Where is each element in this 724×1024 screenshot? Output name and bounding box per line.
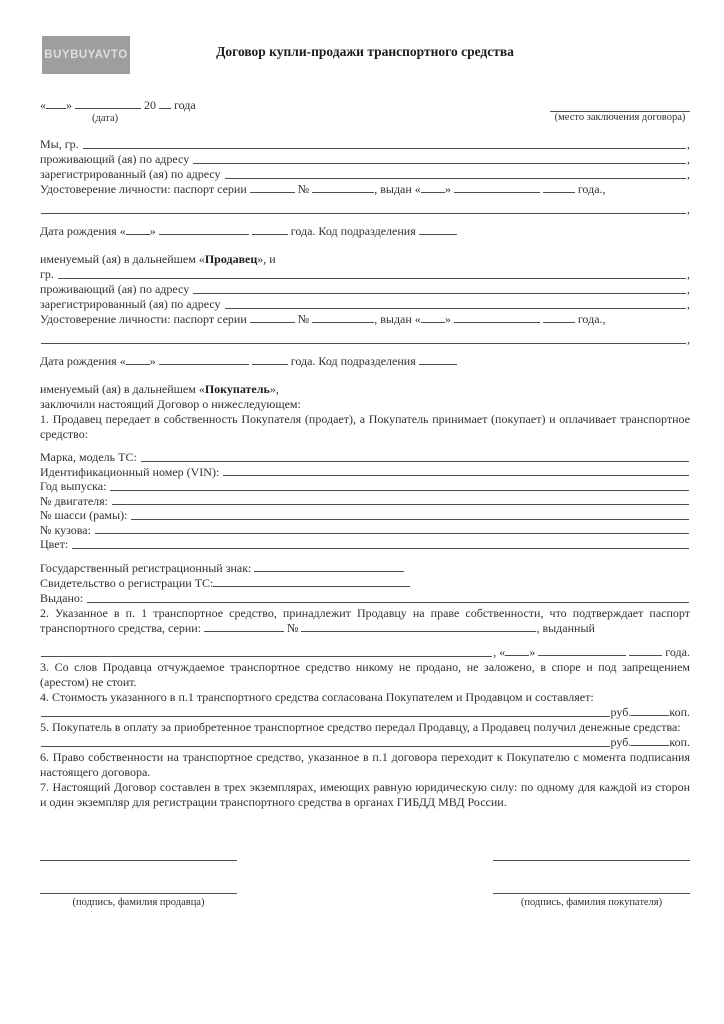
field-row-reg-cert: Свидетельство о регистрации ТС: <box>40 576 690 591</box>
blank-color <box>72 548 689 549</box>
clause-5: 5. Покупатель в оплату за приобретенное транспортное средство передал Продавцу, а Продавец получил денежные средства: <box>40 719 681 734</box>
buyer-issuer-row: , <box>40 332 690 347</box>
blank-passport-series <box>250 182 295 193</box>
buyer-intro-label: гр. <box>40 267 54 281</box>
seller-named-row: именуемый (ая) в дальнейшем «Продавец», и <box>40 252 276 266</box>
date-place-row <box>40 98 690 125</box>
clause-7: 7. Настоящий Договор составлен в трех экземплярах, имеющих равную юридическую силу: по одному для каждой из сторон и один экземпляр для регистрации транспортного средства в органах ГИБДД МВД России. <box>40 779 690 809</box>
field-row-body-number: № кузова: <box>40 523 690 538</box>
blank-buyer-reg-address <box>225 308 686 309</box>
seller-signature-line-1 <box>40 832 237 861</box>
field-row-vin: Идентификационный номер (VIN): <box>40 465 690 480</box>
blank-paid-amount <box>41 746 610 747</box>
blank-chassis-number <box>131 519 689 520</box>
clause-4-amount-row: руб. коп. <box>40 705 690 720</box>
comma: , <box>687 137 690 151</box>
seller-signature-block <box>40 832 237 910</box>
buyer-residing-row: проживающий (ая) по адресу , <box>40 282 690 296</box>
blank-kopecks <box>631 705 669 716</box>
field-row-chassis-number: № шасси (рамы): <box>40 508 690 523</box>
blank-reg-cert <box>213 576 410 587</box>
place-block <box>550 98 690 124</box>
date-line: « » 20 года <box>40 98 196 112</box>
blank-passport-number <box>312 312 374 323</box>
blank-issued-by <box>87 602 689 603</box>
blank-reg-plate <box>254 561 404 572</box>
place-caption: (место заключения договора) <box>554 112 686 123</box>
field-row-year: Год выпуска: <box>40 479 690 494</box>
blank-passport-number <box>312 182 374 193</box>
blank-pts-issue-month <box>538 645 626 656</box>
document-title: Договор купли-продажи транспортного средства <box>216 44 514 59</box>
seller-registered-row: зарегистрированный (ая) по адресу , <box>40 167 690 181</box>
blank-pts-issue-year <box>629 645 662 656</box>
blank-date-day <box>46 98 66 109</box>
buyer-signature-caption: (подпись, фамилия покупателя) <box>520 896 663 908</box>
blank-date-month <box>75 98 141 109</box>
blank-date-year <box>159 98 171 109</box>
blank-pts-series <box>204 621 284 632</box>
blank-seller-name <box>83 148 686 149</box>
buyer-named-row: именуемый (ая) в дальнейшем «Покупатель», <box>40 382 279 396</box>
seller-name-row <box>40 137 690 152</box>
blank-issue-day <box>421 182 445 193</box>
vehicle-fields <box>40 450 690 552</box>
buyer-name-row: гр. , <box>40 267 690 281</box>
blank-issue-month <box>454 182 540 193</box>
blank-engine-number <box>112 504 689 505</box>
buyer-passport-row: Удостоверение личности: паспорт серии № , выдан « » года., <box>40 312 606 326</box>
blank-vin <box>223 475 689 476</box>
blank-issue-year <box>543 182 575 193</box>
blank-issue-year <box>543 312 575 323</box>
blank-passport-series <box>250 312 295 323</box>
blank-make-model <box>141 461 689 462</box>
buyer-signature-line-1 <box>493 832 690 861</box>
blank-price <box>41 716 610 717</box>
seller-passport-row: Удостоверение личности: паспорт серии № , выдан « » года., <box>40 182 606 196</box>
clause-2-continuation: , « » года. <box>40 645 690 660</box>
blank-buyer-address <box>193 293 686 294</box>
blank-pts-issuer <box>41 656 492 657</box>
seller-intro-label: Мы, гр. <box>40 137 79 151</box>
blank-passport-issuer <box>41 213 686 214</box>
seller-residing-row: проживающий (ая) по адресу , <box>40 152 690 166</box>
blank-birth-year <box>252 224 288 235</box>
field-row-issued-by: Выдано: <box>40 591 690 606</box>
blank-birth-month <box>159 354 249 365</box>
buyer-role-label: Покупатель <box>204 382 270 396</box>
blank-birth-month <box>159 224 249 235</box>
blank-issue-day <box>421 312 445 323</box>
blank-kopecks <box>631 735 669 746</box>
blank-unit-code <box>419 354 457 365</box>
seller-birth-row: Дата рождения « » года. Код подразделения <box>40 224 690 239</box>
blank-issue-month <box>454 312 540 323</box>
seller-signature-caption: (подпись, фамилия продавца) <box>72 896 205 908</box>
clause-5-amount-row: руб. коп. <box>40 735 690 750</box>
clause-1: 1. Продавец передает в собственность Покупателя (продает), а Покупатель принимает (покупает) и оплачивает транспортное средство: <box>40 412 690 441</box>
seller-signature-line-2 <box>40 861 237 894</box>
blank-pts-number <box>301 621 536 632</box>
buyer-birth-row: Дата рождения « » года. Код подразделения <box>40 354 690 369</box>
blank-year <box>110 490 689 491</box>
field-row-reg-plate: Государственный регистрационный знак: <box>40 561 690 576</box>
signatures-section <box>40 832 690 910</box>
seller-role-label: Продавец <box>204 252 258 266</box>
clause-2: 2. Указанное в п. 1 транспортное средство, принадлежит Продавцу на праве собственности, что подтверждает паспорт транспортного средства, серии: № , выданный <box>40 605 690 635</box>
blank-birth-year <box>252 354 288 365</box>
blank-buyer-name <box>58 278 686 279</box>
field-row-engine-number: № двигателя: <box>40 494 690 509</box>
buyer-signature-line-2 <box>493 861 690 894</box>
blank-place <box>550 100 690 112</box>
clause-3: 3. Со слов Продавца отчуждаемое транспортное средство никому не продано, не заложено, в споре и под запрещением (арестом) не стоит. <box>40 659 690 689</box>
buyer-registered-row: зарегистрированный (ая) по адресу , <box>40 297 690 311</box>
blank-body-number <box>95 533 689 534</box>
seller-section <box>40 137 690 267</box>
field-row-make-model: Марка, модель ТС: <box>40 450 690 465</box>
blank-birth-day <box>126 354 150 365</box>
blank-pts-issue-day <box>505 645 529 656</box>
blank-seller-address <box>193 163 686 164</box>
field-row-color: Цвет: <box>40 537 690 552</box>
preamble: заключили настоящий Договор о нижеследующем: <box>40 397 301 411</box>
registration-fields <box>40 561 690 606</box>
date-block <box>40 98 196 125</box>
blank-seller-reg-address <box>225 178 686 179</box>
buyer-signature-block <box>493 832 690 910</box>
clause-6: 6. Право собственности на транспортное средство, указанное в п.1 договора переходит к Покупателю с момента подписания настоящего договора. <box>40 749 690 779</box>
buybuyavto-logo: BUYBUYAVTO <box>42 36 130 74</box>
document-header <box>40 34 690 86</box>
blank-birth-day <box>126 224 150 235</box>
blank-unit-code <box>419 224 457 235</box>
date-caption: (дата) <box>92 113 119 124</box>
clause-4: 4. Стоимость указанного в п.1 транспортного средства согласована Покупателем и Продавцом и составляет: <box>40 689 594 704</box>
buyer-section <box>40 267 690 397</box>
blank-passport-issuer <box>41 343 686 344</box>
seller-issuer-row: , <box>40 202 690 217</box>
